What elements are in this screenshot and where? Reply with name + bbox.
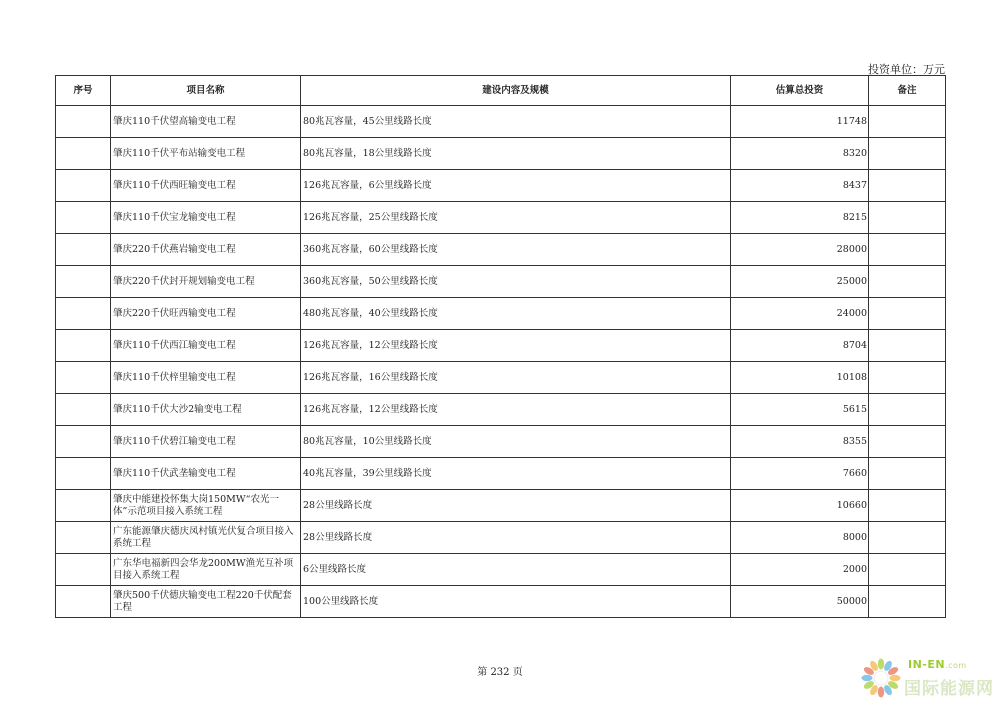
row-content-scale: 80兆瓦容量，18公里线路长度 [301,138,731,170]
table-row [56,586,946,618]
table-row [56,106,946,138]
watermark-en: IN-EN.com [908,658,967,671]
table-row [56,202,946,234]
page-number: 第 232 页 [477,667,523,678]
row-investment: 10108 [731,362,869,394]
row-remark [869,298,946,330]
row-project-name: 肇庆110千伏宝龙输变电工程 [111,202,301,234]
row-remark [869,330,946,362]
table-row [56,298,946,330]
table-row [56,170,946,202]
row-investment: 7660 [731,458,869,490]
table-row [56,426,946,458]
table-header-row [56,76,946,106]
row-content-scale: 100公里线路长度 [301,586,731,618]
row-content-scale: 126兆瓦容量，12公里线路长度 [301,330,731,362]
row-remark [869,138,946,170]
row-project-name: 肇庆110千伏梓里输变电工程 [111,362,301,394]
table-row [56,138,946,170]
in-en-watermark-logo [858,654,998,702]
header-total-investment: 估算总投资 [731,76,869,106]
table-body [56,106,946,618]
row-seq [56,330,111,362]
header-remark: 备注 [869,76,946,106]
row-seq [56,458,111,490]
table-row [56,394,946,426]
row-project-name: 肇庆110千伏西江输变电工程 [111,330,301,362]
row-content-scale: 28公里线路长度 [301,490,731,522]
row-remark [869,234,946,266]
row-investment: 8355 [731,426,869,458]
row-remark [869,106,946,138]
row-seq [56,170,111,202]
row-project-name: 肇庆110千伏碧江输变电工程 [111,426,301,458]
row-remark [869,394,946,426]
row-seq [56,394,111,426]
row-investment: 8437 [731,170,869,202]
row-project-name: 肇庆中能建投怀集大岗150MW“农光一体”示范项目接入系统工程 [111,490,301,522]
row-content-scale: 28公里线路长度 [301,522,731,554]
row-investment: 24000 [731,298,869,330]
row-project-name: 肇庆220千伏封开规划输变电工程 [111,266,301,298]
table-row [56,266,946,298]
row-content-scale: 40兆瓦容量，39公里线路长度 [301,458,731,490]
row-content-scale: 126兆瓦容量，12公里线路长度 [301,394,731,426]
table-row [56,490,946,522]
row-investment: 10660 [731,490,869,522]
row-seq [56,138,111,170]
project-table [55,75,946,618]
row-content-scale: 6公里线路长度 [301,554,731,586]
row-project-name: 肇庆110千伏大沙2输变电工程 [111,394,301,426]
row-content-scale: 480兆瓦容量，40公里线路长度 [301,298,731,330]
row-investment: 8215 [731,202,869,234]
investment-unit-label: 投资单位：万元 [868,63,945,76]
row-investment: 8704 [731,330,869,362]
row-seq [56,554,111,586]
row-seq [56,522,111,554]
row-seq [56,426,111,458]
row-project-name: 肇庆110千伏西旺输变电工程 [111,170,301,202]
row-remark [869,586,946,618]
row-remark [869,362,946,394]
row-seq [56,234,111,266]
header-content-scale: 建设内容及规模 [301,76,731,106]
row-investment: 50000 [731,586,869,618]
row-project-name: 肇庆110千伏望高输变电工程 [111,106,301,138]
row-remark [869,202,946,234]
row-project-name: 广东能源肇庆德庆凤村镇光伏复合项目接入系统工程 [111,522,301,554]
row-content-scale: 80兆瓦容量，10公里线路长度 [301,426,731,458]
row-content-scale: 126兆瓦容量，25公里线路长度 [301,202,731,234]
row-investment: 11748 [731,106,869,138]
row-investment: 2000 [731,554,869,586]
row-seq [56,362,111,394]
table-row [56,362,946,394]
row-remark [869,170,946,202]
row-project-name: 广东华电福新四会华龙200MW渔光互补项目接入系统工程 [111,554,301,586]
row-seq [56,586,111,618]
watermark-cn: 国际能源网 [904,679,994,699]
row-remark [869,554,946,586]
row-remark [869,266,946,298]
row-project-name: 肇庆220千伏燕岩输变电工程 [111,234,301,266]
row-seq [56,266,111,298]
row-project-name: 肇庆220千伏旺西输变电工程 [111,298,301,330]
table-row [56,554,946,586]
row-investment: 25000 [731,266,869,298]
row-investment: 8320 [731,138,869,170]
row-remark [869,522,946,554]
row-investment: 28000 [731,234,869,266]
row-investment: 8000 [731,522,869,554]
table-row [56,522,946,554]
table-row [56,234,946,266]
row-content-scale: 80兆瓦容量，45公里线路长度 [301,106,731,138]
sun-flower-icon [858,654,904,700]
row-seq [56,298,111,330]
table-row [56,330,946,362]
row-investment: 5615 [731,394,869,426]
row-content-scale: 126兆瓦容量，6公里线路长度 [301,170,731,202]
row-remark [869,458,946,490]
header-seq: 序号 [56,76,111,106]
row-content-scale: 360兆瓦容量，50公里线路长度 [301,266,731,298]
row-seq [56,202,111,234]
row-content-scale: 126兆瓦容量，16公里线路长度 [301,362,731,394]
row-remark [869,426,946,458]
header-project-name: 项目名称 [111,76,301,106]
row-content-scale: 360兆瓦容量，60公里线路长度 [301,234,731,266]
row-remark [869,490,946,522]
row-seq [56,490,111,522]
row-project-name: 肇庆110千伏武垄输变电工程 [111,458,301,490]
row-seq [56,106,111,138]
row-project-name: 肇庆110千伏平布站输变电工程 [111,138,301,170]
table-row [56,458,946,490]
row-project-name: 肇庆500千伏德庆输变电工程220千伏配套工程 [111,586,301,618]
